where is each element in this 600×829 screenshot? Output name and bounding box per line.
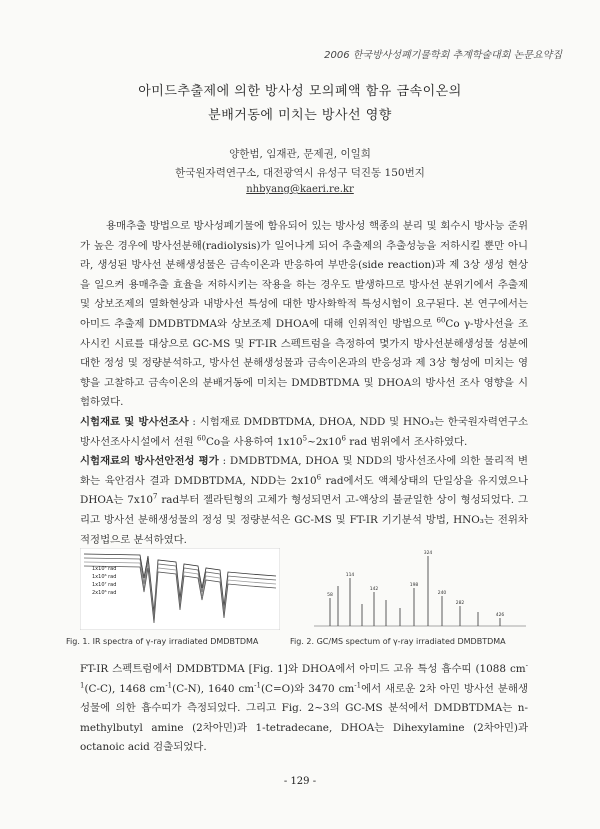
peak-label: 282: [455, 601, 465, 606]
section-heading: 시험재료 및 방사선조사: [80, 415, 189, 428]
body-text: [80, 217, 528, 550]
section-stability: 시험재료의 방사선안전성 평가 : DMDBTDMA, DHOA 및 NDD의 방사선조사에 의한 물리적 변화는 육안검사 결과 DMDBTDMA, NDD는 $2x10^6$ rad에서도 액체상태의 단일상을 유지였으나 DHOA는 $7x10^7$ rad부터 젤라틴형의 고체가 형성되면서 고-액상의 불균일한 상이 형성되었다. 그리고 방사선 분해생성물의 정성 및 정량분석은 GC-MS 및 FT-IR 기기분석 방법, HNO₃는 전위차 적정법으로 분석하였다.: [80, 455, 528, 546]
paper-title-line-2: 분배거동에 미치는 방사선 영향: [208, 108, 392, 123]
gcms-spectrum-figure: [310, 548, 530, 630]
authors: 양한범, 임재관, 문제권, 이일희: [229, 148, 371, 160]
paper-title-line-1: 아미드추출제에 의한 방사성 모의폐액 함유 금속이온의: [138, 84, 462, 99]
legend-entry: 2x10⁶ rad: [92, 590, 117, 596]
email-link[interactable]: nhbyang@kaeri.re.kr: [246, 184, 354, 195]
peak-label: 240: [437, 591, 447, 596]
affiliation: 한국원자력연구소, 대전광역시 유성구 덕진동 150번지: [175, 167, 425, 179]
legend-entry: 1x10⁷ rad: [92, 582, 117, 588]
figure-1-caption: Fig. 1. IR spectra of γ-ray irradiated DMDBTDMA: [66, 637, 259, 646]
legend-entry: 1x10⁵ rad: [92, 566, 117, 572]
section-irradiation: 시험재료 및 방사선조사 : 시험재료 DMDBTDMA, DHOA, NDD 및 HNO₃는 한국원자력연구소 방사선조사시설에서 선원 $^{60}$Co을 사용하여 $1x10^5\sim 2x10^6$ rad 범위에서 조사하였다.: [80, 415, 528, 448]
peak-label: 142: [369, 587, 379, 592]
peak-label: 58: [327, 593, 333, 598]
conclusion-paragraph: FT-IR 스펙트럼에서 DMDBTDMA [Fig. 1]와 DHOA에서 아미드 고유 특성 흡수띠 (1088 $cm^{-1}(C-C)$, 1468 $cm^{-1}(C-N)$, 1640 $cm^{-1}(C=O)$와 3470 $cm^{-1}$에서 새로운 2차 아민 방사선 분해생성물에 의한 흡수띠가 측정되었다. 그리고 Fig. 2~3의 GC-MS 분석에서 DMDBTDMA는 n-methylbutyl amine (2차아민)과 1-tetradecane, DHOA는 Dihexylamine (2차아민)과 octanoic acid 검출되었다.: [80, 661, 529, 754]
conference-header: 2006 한국방사성폐기물학회 추계학술대회 논문요약집: [324, 50, 562, 61]
peak-label: 114: [345, 573, 355, 578]
section-heading: 시험재료의 방사선안전성 평가: [80, 455, 219, 468]
peak-label: 426: [495, 613, 505, 618]
ir-spectra-figure: [80, 548, 280, 630]
figure-2-caption: Fig. 2. GC/MS spectum of γ-ray irradiated DMDBTDMA: [290, 637, 506, 646]
page-number: - 129 -: [283, 776, 317, 787]
peak-label: 198: [409, 583, 419, 588]
legend-entry: 1x10⁶ rad: [92, 574, 117, 580]
peak-label: 324: [423, 551, 433, 556]
intro-paragraph: 용매추출 방법으로 방사성폐기물에 함유되어 있는 방사성 핵종의 분리 및 회수시 방사능 준위가 높은 경우에 방사선분해(radiolysis)가 일어나게 되어 추출제의 추출성능을 저하시킬 뿐만 아니라, 생성된 방사선 분해생성물은 금속이온과 반응하여 부반응(side reaction)과 제 3상 생성 현상을 일으켜 용매추출 효율을 저하시키는 작용을 하는 경우도 발생하므로 방사선 분위기에서 추출제 및 상보조제의 열화현상과 내방사선 특성에 대한 방사화학적 특성시험이 요구된다. 본 연구에서는 아미드 추출제 DMDBTDMA와 상보조제 DHOA에 대해 인위적인 방법으로 $^{60}$Co γ-방사선을 조사시킨 시료를 대상으로 GC-MS 및 FT-IR 스펙트럼을 측정하여 몇가지 방사선분해생성물 성분에 대한 정성 및 정량분석하고, 방사선 분해생성물과 금속이온과의 반응성과 제 3상 형성에 미치는 영향을 고찰하고 금속이온의 분배거동에 미치는 DMDBTDMA 및 DHOA의 방사선 조사 영향을 시험하였다.: [80, 220, 528, 409]
